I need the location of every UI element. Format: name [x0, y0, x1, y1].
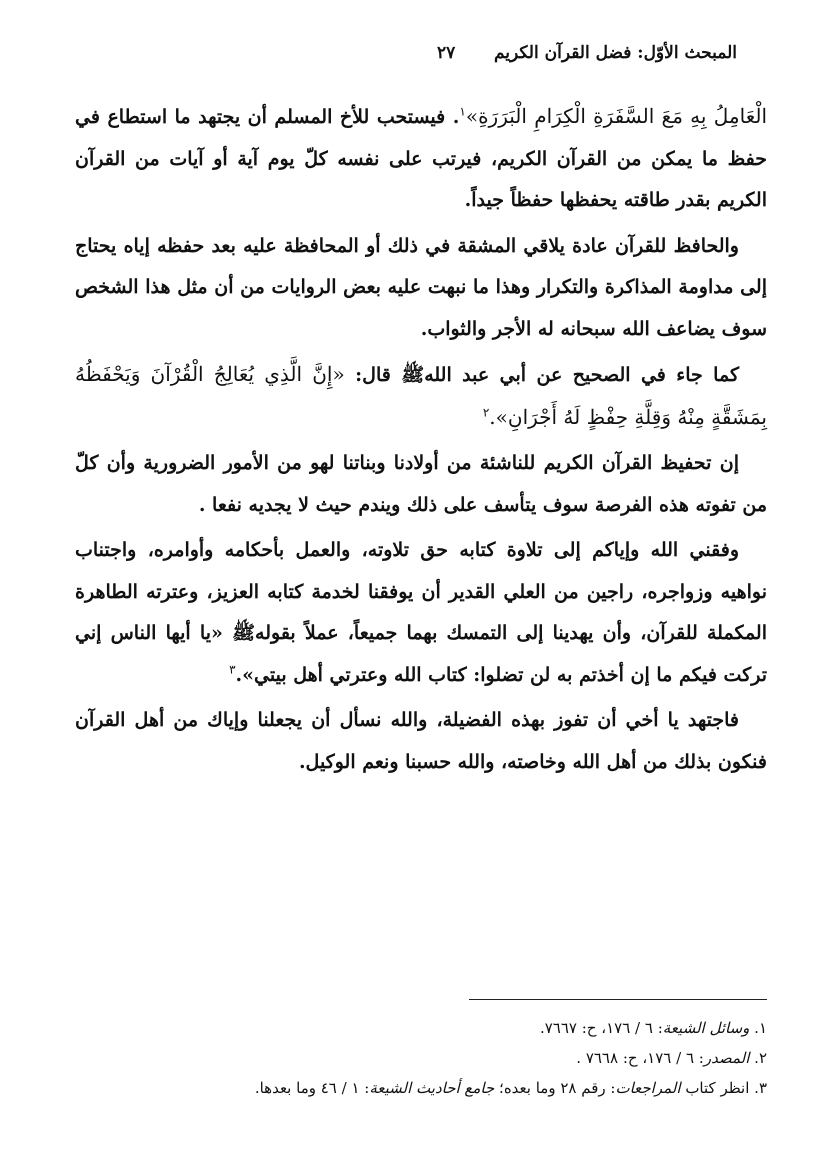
running-header [437, 38, 737, 68]
paragraph-6: فاجتهد يا أخي أن تفوز بهذه الفضيلة، والله نسأل أن يجعلنا وإياك من أهل القرآن فنكون بذلك من أهل الله وخاصته، والله حسبنا ونعم الوكيل. [75, 709, 767, 773]
footnote-source: وسائل الشيعة [662, 1019, 750, 1037]
paragraph-2: والحافظ للقرآن عادة يلاقي المشقة في ذلك أو المحافظة عليه بعد حفظه إياه يحتاج إلى مداومة المذاكرة والتكرار وهذا ما نبهت عليه بعض الروايات من أن مثل هذا الشخص سوف يضاعف الله سبحانه له الأجر والثواب. [75, 234, 767, 340]
paragraph-5-text: وفقني الله وإياكم إلى تلاوة كتابه حق تلاوته، والعمل بأحكامه وأوامره، واجتناب نواهيه وزواجره، راجين من العلي القدير أن يوفقنا لخدمة كتابه العزيز، وعترته الطاهرة المكملة للقرآن، وأن يهدينا إلى التمسك بهما جميعاً، عملاً بقوله [75, 539, 768, 644]
footnote-divider [469, 999, 767, 1000]
footnotes [75, 1013, 767, 1103]
footnote-number: ٢. [754, 1049, 767, 1067]
footnote-ref-2: ٢ [482, 405, 490, 420]
paragraph-1-text: . فيستحب للأخ المسلم أن يجتهد ما استطاع في حفظ ما يمكن من القرآن الكريم، فيرتب على نفسه كلّ يوم آية أو آيات من القرآن الكريم بقدر طاقته يحفظها حفظاً جيداً. [75, 106, 767, 211]
body-text [75, 96, 767, 787]
paragraph-3-intro: كما جاء في الصحيح عن أبي عبد الله [424, 364, 739, 386]
paragraph-4: إن تحفيظ القرآن الكريم للناشئة من أولادنا وبناتنا لهو من الأمور الضرورية وأن كلّ من تفوته هذه الفرصة سوف يتأسف على ذلك ويندم حيث لا يجديه نفعا . [75, 452, 767, 516]
footnote-middle: : رقم ٢٨ وما بعده؛ [494, 1079, 616, 1097]
footnote-detail: : ٦ / ١٧٦، ح: ٧٦٦٨ . [576, 1049, 704, 1067]
hadith-quote-2: «إِنَّ الَّذِي يُعَالِجُ الْقُرْآنَ وَيَحْفَظُهُ بِمَشَقَّةٍ مِنْهُ وَقِلَّةِ حِفْظٍ لَهُ أَجْرَانِ». [75, 362, 767, 429]
page-number: ٢٧ [437, 43, 456, 63]
footnote-ref-3: ٣ [229, 662, 236, 677]
paragraph-5 [75, 530, 767, 696]
honorific-glyph: ﷺ [401, 364, 425, 386]
paragraph-1 [75, 96, 767, 222]
footnote-detail: : ٦ / ١٧٦، ح: ٧٦٦٧. [539, 1019, 663, 1037]
footnote-detail: : ١ / ٤٦ وما بعدها. [254, 1079, 370, 1097]
footnote-1 [75, 1013, 767, 1043]
footnote-number: ٣. [754, 1079, 767, 1097]
footnote-3 [75, 1073, 767, 1103]
honorific-glyph: ﷺ [232, 622, 256, 644]
footnote-source: المراجعات [615, 1079, 681, 1097]
paragraph-3 [75, 354, 767, 439]
chapter-title: المبحث الأوّل: فضل القرآن الكريم [493, 43, 737, 63]
footnote-ref-1: ١ [459, 104, 466, 119]
footnote-source: المصدر [703, 1049, 750, 1067]
footnote-number: ١. [754, 1019, 767, 1037]
footnote-source-2: جامع أحاديث الشيعة [369, 1079, 495, 1097]
paragraph-3-said: قال: [344, 364, 402, 386]
footnote-2 [75, 1043, 767, 1073]
hadith-quote-1: الْعَامِلُ بِهِ مَعَ السَّفَرَةِ الْكِرَامِ الْبَرَرَةِ» [465, 104, 767, 128]
footnote-prefix: انظر كتاب [680, 1079, 750, 1097]
hadith-quote-3: «يا أيها الناس إني تركت فيكم ما إن أخذتم به لن تضلوا: كتاب الله وعترتي أهل بيتي». [75, 622, 767, 686]
